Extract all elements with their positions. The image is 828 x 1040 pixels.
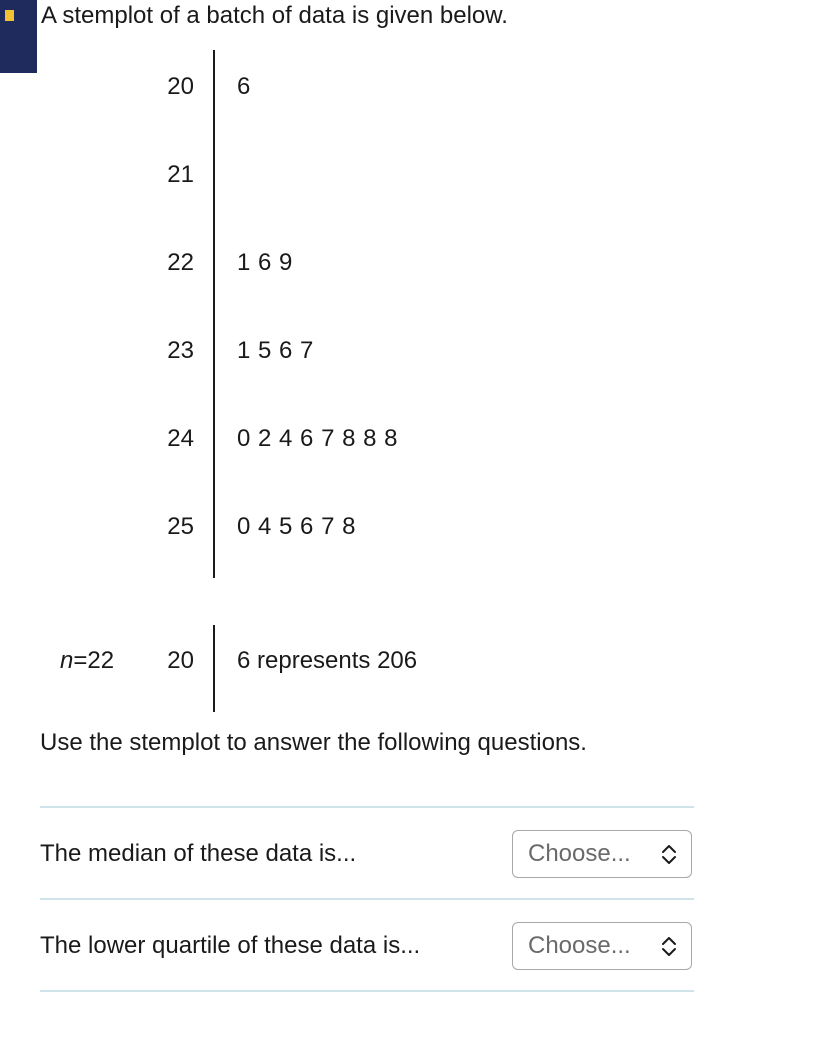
lower-quartile-question-label: The lower quartile of these data is... [40, 932, 421, 959]
n-symbol: n [60, 647, 74, 674]
chevron-up-down-icon [659, 831, 679, 877]
chevron-up-down-icon [659, 923, 679, 969]
stem-label: 20 [167, 73, 194, 100]
leaf-values: 0 2 4 6 7 8 8 8 [237, 425, 398, 452]
select-value: Choose... [528, 932, 631, 959]
instructions: Use the stemplot to answer the following questions. [40, 729, 587, 756]
sample-size [60, 646, 114, 676]
question-intro: A stemplot of a batch of data is given below. [41, 2, 508, 29]
key-stem: 20 [167, 647, 194, 674]
median-question-label: The median of these data is... [40, 840, 357, 867]
select-value: Choose... [528, 840, 631, 867]
divider [40, 806, 694, 808]
key-text: 6 represents 206 [237, 647, 418, 674]
flag-icon [5, 10, 14, 21]
n-value: =22 [73, 647, 115, 674]
leaf-values: 0 4 5 6 7 8 [237, 513, 356, 540]
stem-label: 25 [167, 513, 194, 540]
leaf-values: 1 6 9 [237, 249, 293, 276]
stem-label: 24 [167, 425, 194, 452]
stem-label: 22 [167, 249, 194, 276]
key-divider-line [213, 625, 215, 712]
question-nav-tab[interactable] [0, 0, 37, 73]
lower-quartile-select[interactable] [512, 922, 692, 970]
stem-label: 21 [167, 161, 194, 188]
leaf-values: 6 [237, 73, 251, 100]
leaf-values: 1 5 6 7 [237, 337, 314, 364]
stem-label: 23 [167, 337, 194, 364]
divider [40, 898, 694, 900]
divider [40, 990, 694, 992]
stem-divider-line [213, 50, 215, 578]
median-select[interactable] [512, 830, 692, 878]
